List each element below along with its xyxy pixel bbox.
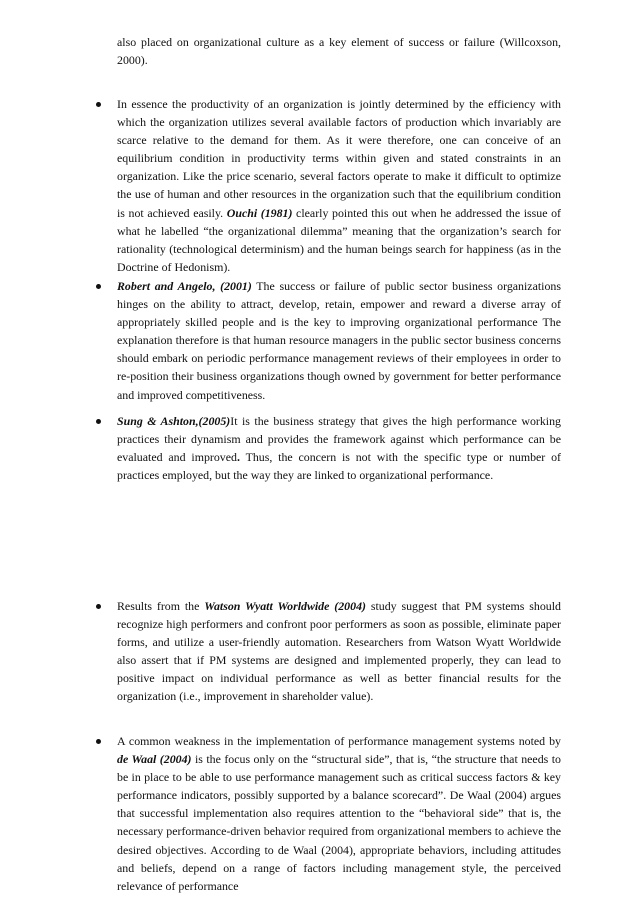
body-text: Thus, the concern is not with the specific type or number of practices employed, but the way they are linked to organizational performance. [117,450,561,483]
bullet-marker [93,95,103,113]
paragraph-sung-ashton [117,412,561,484]
paragraph-productivity [117,95,561,276]
paragraph-text [117,732,561,895]
paragraph-text [117,95,561,276]
paragraph-de-waal [117,732,561,895]
body-text: A common weakness in the implementation of performance management systems noted by [117,734,561,748]
paragraph-robert-angelo [117,277,561,404]
body-text: is the focus only on the “structural side”, that is, “the structure that needs to be in place to be able to use performance management such as critical success factors & key performance indicators, possibly supported by a balance scorecard”. De Waal (2004) argues that successful implementation also requires attention to the “behavioral side” that is, the necessary performance-driven behavior required from organizational members to achieve the desired objectives. According to de Waal (2004), appropriate behaviors, including attitudes and beliefs, depend on a range of factors including management style, the perceived relevance of performance [117,752,561,893]
body-text: It is the business strategy that gives the high performance working practices their dynamism and provides the framework against which performance can be evaluated and improved [117,414,561,465]
paragraph-text [117,412,561,484]
citation: Sung & Ashton,(2005) [117,414,231,428]
citation: Watson Wyatt Worldwide (2004) [204,599,366,613]
bullet-marker [93,412,103,430]
paragraph-text [117,33,561,69]
bold-text: . [236,450,240,465]
bullet-marker [93,732,103,750]
body-text: Results from the [117,599,205,613]
bullet-marker [93,597,103,615]
body-text: also placed on organizational culture as a key element of success or failure (Willcoxson, 2000). [117,35,561,68]
citation: Robert and Angelo, (2001) [117,279,252,293]
body-text: In essence the productivity of an organization is jointly determined by the efficiency with which the organization utilizes several available factors of production which invariably are scarce relative to the demand for them. As it were therefore, one can conceive of an equilibrium condition in productivity terms within given and stated constraints in an organization. Like the price scenario, several factors operate to make it difficult to optimize the use of human and other resources in the organization such that the equilibrium condition is not achieved easily. [117,97,561,220]
bullet-marker [93,277,103,295]
paragraph-text [117,597,561,706]
body-text: clearly pointed this out when he addressed the issue of what he labelled “the organizational dilemma” meaning that the organization’s search for rationality (technological determinism) and the human beings search for happiness (as in the Doctrine of Hedonism). [117,205,561,274]
paragraph-watson-wyatt [117,597,561,706]
citation: Ouchi (1981) [226,205,293,220]
body-text: The success or failure of public sector business organizations hinges on the ability to attract, develop, retain, empower and reward a diverse array of appropriately skilled people and is the key to improving organizational performance The explanation therefore is that human resource managers in the public sector business concerns should embark on periodic performance management reviews of their employees in order to re-position their business organizations though owned by government for better performance and improved competitiveness. [117,279,561,402]
paragraph-text [117,277,561,404]
citation: de Waal (2004) [117,752,192,767]
paragraph-continuation [117,33,561,69]
body-text: study suggest that PM systems should recognize high performers and confront poor performers as soon as possible, eliminate paper forms, and utilize a user-friendly automation. Researchers from Watson Wyatt Worldwide also assert that if PM systems are designed and implemented properly, they can lead to positive impact on individual performance as well as better financial results for the organization (i.e., improvement in shareholder value). [117,599,562,704]
